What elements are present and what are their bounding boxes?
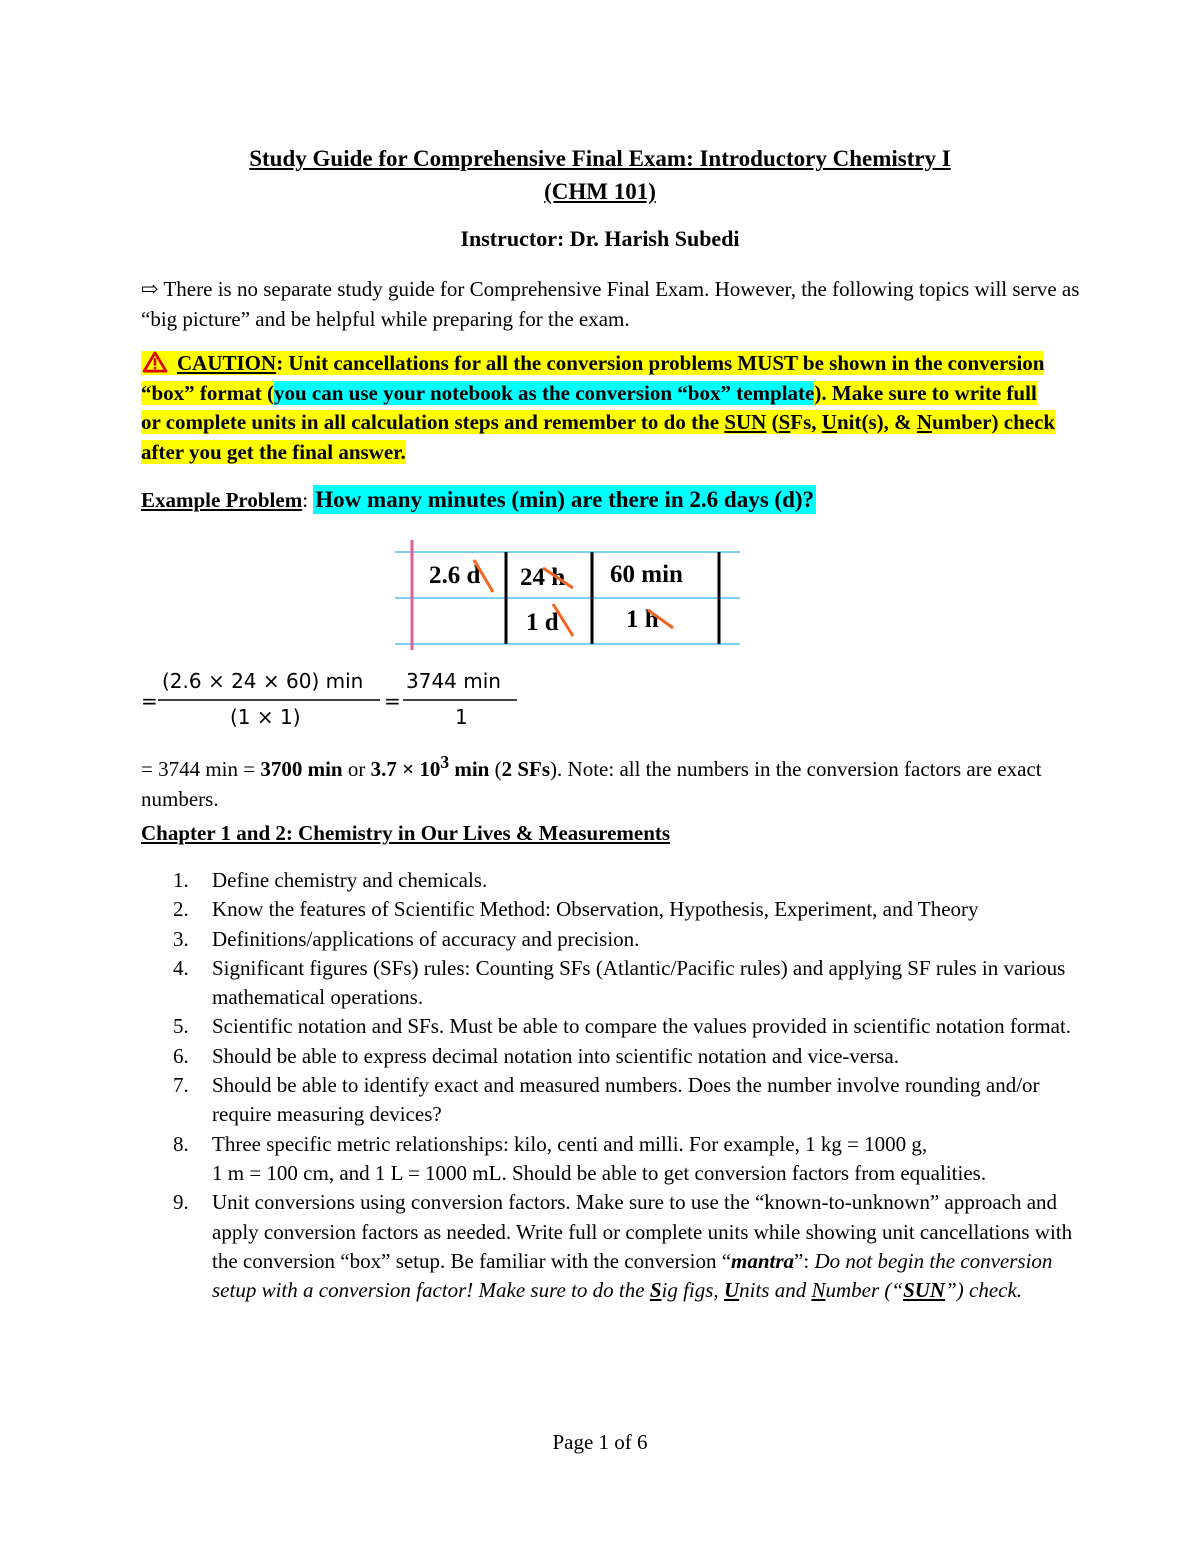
result-paragraph: = 3744 min = 3700 min or $3.7 \times 10^3$ min (2 SFs). Note: all the numbers in the conversion factors are exact numbers. bbox=[141, 752, 1042, 811]
box-cell-given: 2.6 d bbox=[429, 562, 481, 589]
box-cell-factor1-bottom: 1 d bbox=[526, 609, 559, 636]
list-item: 5. Scientific notation and SFs. Must be able to compare the values provided in scientific notation format. bbox=[173, 1014, 1072, 1039]
example-problem: Example Problem: How many minutes (min) are there in 2.6 days (d)? bbox=[141, 487, 815, 512]
notebook-note: you can use your notebook as the conversion “box” template bbox=[273, 380, 815, 405]
title-line-1: Study Guide for Comprehensive Final Exam: Introductory Chemistry I bbox=[249, 146, 951, 171]
topics-list bbox=[141, 866, 1091, 1305]
chapter-heading: Chapter 1 and 2: Chemistry in Our Lives & Measurements bbox=[141, 821, 671, 845]
list-item: 7. Should be able to identify exact and measured numbers. Does the number involve rounding and/or require measuring devices? bbox=[173, 1073, 1040, 1127]
conversion-box bbox=[395, 540, 740, 650]
example-question: How many minutes (min) are there in 2.6 days (d)? bbox=[315, 487, 815, 512]
svg-text:=: = bbox=[384, 689, 401, 713]
arrow-right-icon: ⇨ bbox=[141, 277, 159, 301]
box-cell-factor2-top: 60 min bbox=[610, 561, 683, 588]
fraction-2-numerator: 3744 min bbox=[406, 669, 501, 693]
calculation-equation bbox=[141, 662, 561, 732]
list-item: 4. Significant figures (SFs) rules: Counting SFs (Atlantic/Pacific rules) and applying SF rules in various mathematical operations. bbox=[173, 955, 1066, 1010]
caution-label: CAUTION bbox=[177, 351, 277, 375]
intro-paragraph bbox=[141, 274, 1081, 334]
title-line-2: (CHM 101) bbox=[544, 179, 656, 204]
list-item: 6. Should be able to express decimal notation into scientific notation and vice-versa. bbox=[173, 1043, 899, 1068]
page-number: Page 1 of 6 bbox=[552, 1430, 648, 1454]
fraction-1-denominator: (1 × 1) bbox=[230, 705, 301, 729]
rounded-answer: 3700 min bbox=[260, 757, 343, 781]
list-item: 3. Definitions/applications of accuracy and precision. bbox=[173, 926, 640, 951]
example-label: Example Problem bbox=[141, 488, 303, 512]
box-cell-factor2-bottom: 1 h bbox=[626, 606, 659, 633]
svg-text:=: = bbox=[141, 689, 158, 713]
page-title bbox=[130, 142, 1070, 208]
mantra-word: mantra bbox=[731, 1248, 795, 1273]
list-item: 8. Three specific metric relationships: kilo, centi and milli. For example, 1 kg = 1000 g, 1 m = 100 cm, and 1 L = 1000 mL. Should be able to get conversion factors from equalities. bbox=[173, 1131, 987, 1185]
scientific-answer: $3.7 \times 10^3$ min bbox=[370, 752, 490, 781]
list-item: 9. Unit conversions using conversion factors. Make sure to use the “known-to-unknown” approach and apply conversion factors as needed. Write full or complete units while showing unit cancellations with the conversion “box” setup. Be familiar with the conversion “mantra”: Do not begin the conversion setup with a conversion factor! Make sure to do the Sig figs, Units and Number (“SUN”) check. bbox=[173, 1190, 1073, 1303]
list-item: 1. Define chemistry and chemicals. bbox=[173, 868, 488, 892]
intro-text: There is no separate study guide for Comprehensive Final Exam. However, the following topics will serve as “big picture” and be helpful while preparing for the exam. bbox=[141, 277, 1080, 331]
warning-icon bbox=[141, 351, 169, 373]
caution-highlight: CAUTION: Unit cancellations for all the conversion problems MUST be shown in the conversion “box” format ( bbox=[141, 351, 1045, 405]
sun-acronym: SUN bbox=[724, 410, 767, 434]
box-cell-factor1-top: 24 h bbox=[520, 564, 566, 591]
fraction-1-numerator: (2.6 × 24 × 60) min bbox=[162, 669, 364, 693]
caution-paragraph: CAUTION: Unit cancellations for all the conversion problems MUST be shown in the conversion “box” format (you can use your notebook as the conversion “box” template). Make sure to write full or complete units in all calculation steps and remember to do the SUN (SFs, Unit(s), & Number) check after you get the final answer. bbox=[141, 351, 1056, 464]
fraction-2-denominator: 1 bbox=[455, 705, 468, 729]
instructor-line: Instructor: Dr. Harish Subedi bbox=[460, 226, 740, 251]
list-item: 2. Know the features of Scientific Method: Observation, Hypothesis, Experiment, and Theory bbox=[173, 897, 979, 922]
